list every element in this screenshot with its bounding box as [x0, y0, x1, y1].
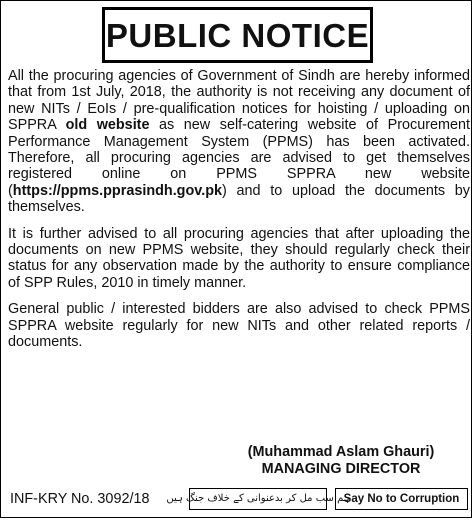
- paragraph-1-text-b: as new self-catering website of Procurement Performance Management System (PPMS) has been activated. Therefore, all procuring agencies are advised to get themselves registered online on PPMS SPPRA new website (: [8, 117, 470, 199]
- urdu-slogan-box: [166, 488, 350, 510]
- paragraph-2: It is further advised to all procuring agencies that after uploading the documents on new PPMS website, they should regularly check their status for any observation made by the authority to ensure compliance of SPP Rules, 2010 in timely manner.: [8, 225, 470, 291]
- notice-title: PUBLIC NOTICE: [105, 16, 370, 54]
- signature-block: [216, 444, 466, 478]
- urdu-slogan: ہم سب مل کر بدعنوانی کے خلاف جنگ ہیں: [166, 493, 350, 504]
- paragraph-1-text-a: All the procuring agencies of Government of Sindh are hereby informed that from 1st July, 2018, the authority is not receiving any document of new NITs / EoIs / pre-qualification notices for hoisting / uploading on SPPRA: [8, 68, 470, 134]
- signatory-name: (Muhammad Aslam Ghauri): [247, 444, 435, 460]
- notice-title-box: [102, 7, 373, 63]
- reference-number: INF-KRY No. 3092/18: [10, 491, 150, 507]
- signatory-title: MANAGING DIRECTOR: [261, 461, 421, 477]
- old-website-emphasis: old website: [65, 117, 150, 134]
- paragraph-3: General public / interested bidders are also advised to check PPMS SPPRA website regularly for new NITs and other related reports / documents.: [8, 301, 470, 351]
- ppms-website-url[interactable]: https://ppms.pprasindh.gov.pk: [12, 182, 222, 199]
- paragraph-1: [8, 68, 470, 216]
- anti-corruption-box: [335, 488, 468, 510]
- paragraph-1-text-c: ) and to upload the documents by themselves.: [8, 182, 470, 216]
- notice-body: [8, 68, 470, 361]
- anti-corruption-slogan: Say No to Corruption: [343, 493, 460, 505]
